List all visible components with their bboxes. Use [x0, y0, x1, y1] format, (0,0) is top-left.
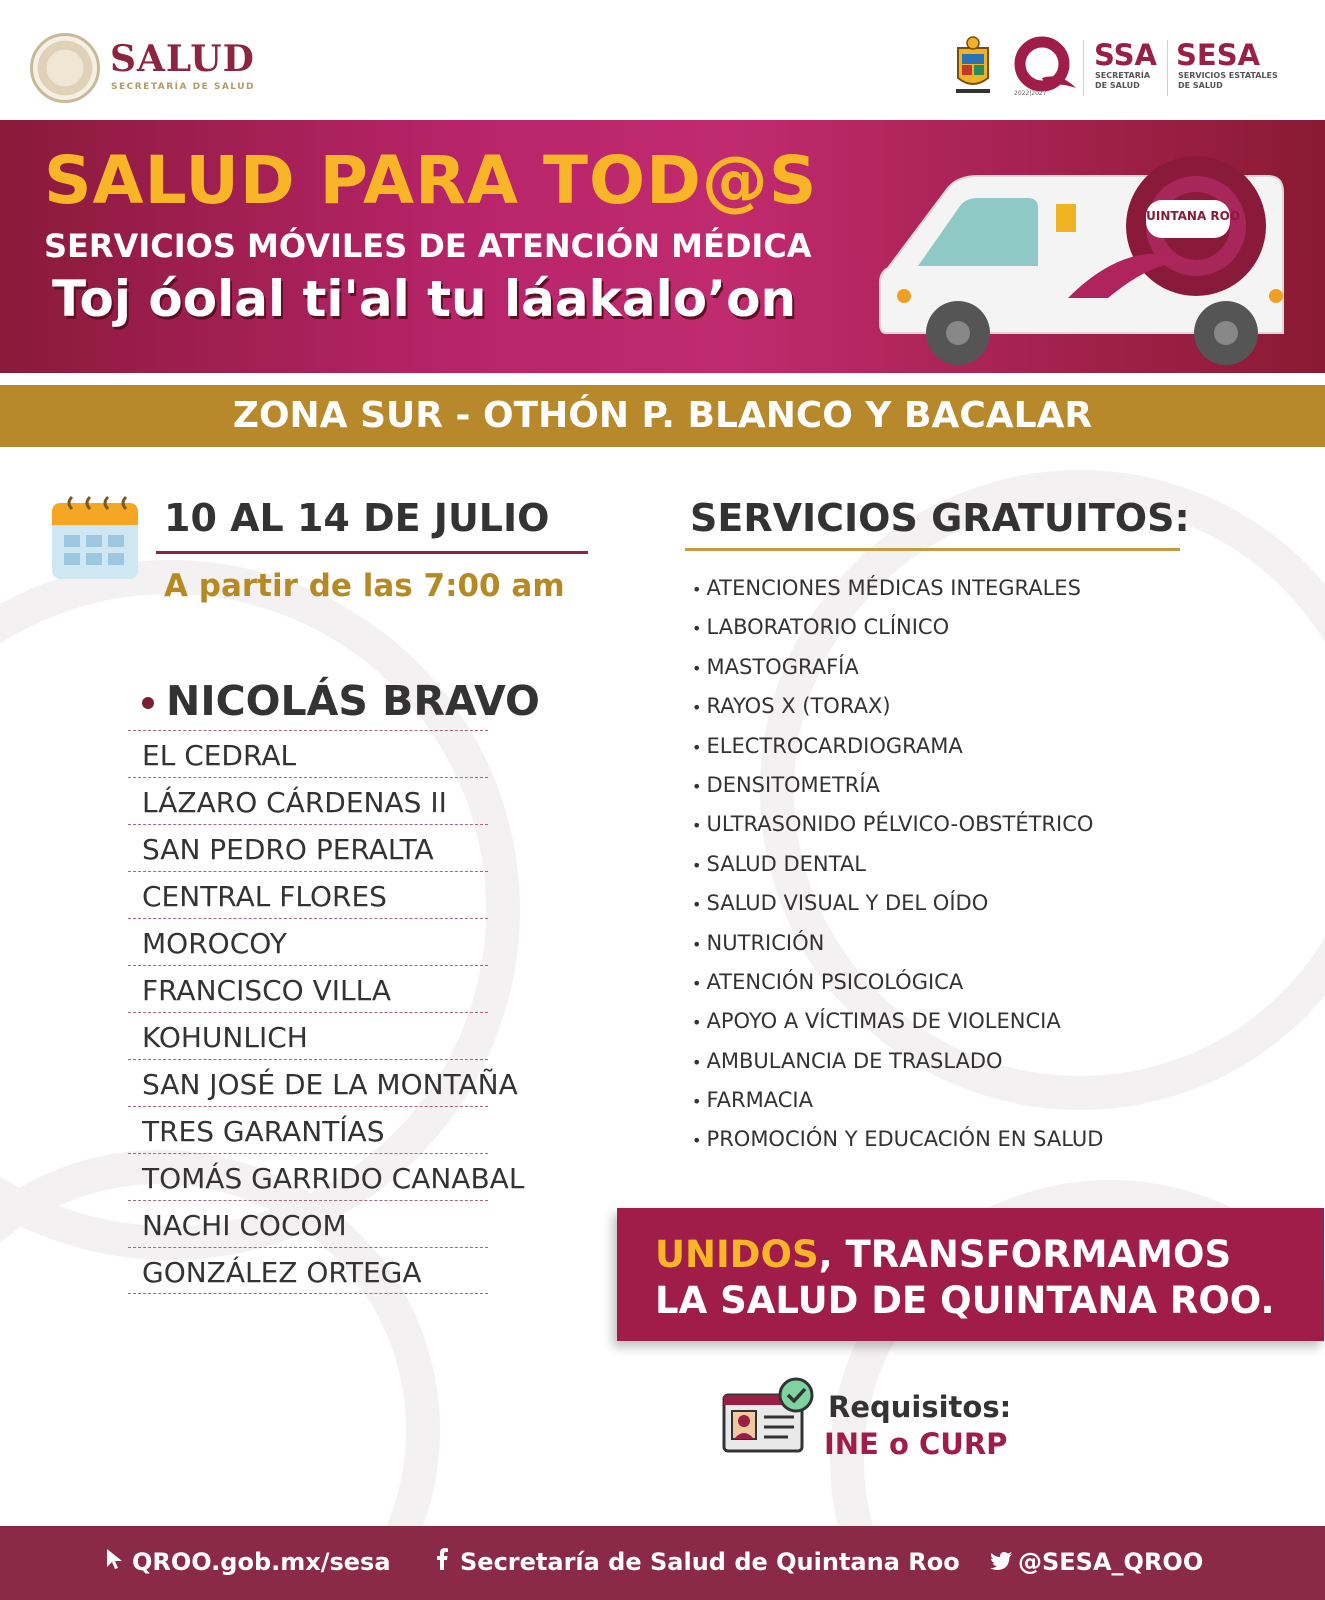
requirements-value: INE o CURP	[824, 1427, 1008, 1461]
medical-van-icon	[878, 148, 1293, 368]
requirements-label: Requisitos:	[828, 1390, 1012, 1424]
list-item: • ULTRASONIDO PÉLVICO-OBSTÉTRICO	[692, 812, 1103, 851]
list-item: MOROCOY	[128, 918, 488, 965]
header	[0, 0, 1325, 120]
list-item: TRES GARANTÍAS	[128, 1106, 488, 1153]
list-item: • AMBULANCIA DE TRASLADO	[692, 1049, 1103, 1088]
list-item: • SALUD DENTAL	[692, 852, 1103, 891]
banner-title: SALUD PARA TOD@S	[44, 142, 818, 219]
salud-logo-subtitle: SECRETARÍA DE SALUD	[111, 82, 255, 92]
sesa-subtitle-line: DE SALUD	[1178, 81, 1223, 90]
list-item: EL CEDRAL	[128, 730, 488, 777]
slogan-line2: LA SALUD DE QUINTANA ROO.	[655, 1279, 1275, 1322]
sesa-logo-subtitle	[1178, 71, 1278, 91]
list-item: • ATENCIONES MÉDICAS INTEGRALES	[692, 576, 1103, 615]
footer-twitter-link[interactable]	[990, 1548, 1203, 1576]
list-item: SAN PEDRO PERALTA	[128, 824, 488, 871]
list-item: • FARMACIA	[692, 1088, 1103, 1127]
location-list	[128, 730, 525, 1294]
facebook-icon	[432, 1548, 452, 1576]
salud-logo-text: SALUD	[110, 38, 255, 80]
services-list	[692, 576, 1103, 1167]
services-title: SERVICIOS GRATUITOS:	[690, 496, 1190, 540]
main-location-label: NICOLÁS BRAVO	[166, 677, 540, 725]
cursor-icon	[104, 1548, 124, 1576]
list-item: KOHUNLICH	[128, 1012, 488, 1059]
event-date: 10 AL 14 DE JULIO	[164, 496, 550, 540]
slogan-line	[655, 1232, 1324, 1278]
slogan-accent: UNIDOS	[655, 1233, 819, 1276]
ssa-subtitle-line: DE SALUD	[1095, 81, 1140, 90]
mexico-seal-icon	[30, 33, 100, 103]
footer	[0, 1526, 1325, 1600]
list-item: • MASTOGRAFÍA	[692, 655, 1103, 694]
van-logo-text: QUINTANA ROO	[1135, 209, 1241, 223]
date-underline	[156, 551, 588, 554]
zone-bar: ZONA SUR - OTHÓN P. BLANCO Y BACALAR	[0, 385, 1325, 447]
services-underline	[685, 548, 1180, 551]
list-item: • DENSITOMETRÍA	[692, 773, 1103, 812]
list-item: • SALUD VISUAL Y DEL OÍDO	[692, 891, 1103, 930]
footer-facebook-link[interactable]	[432, 1548, 960, 1576]
sesa-logo-text: SESA	[1176, 38, 1261, 72]
list-item: CENTRAL FLORES	[128, 871, 488, 918]
list-item: • ELECTROCARDIOGRAMA	[692, 734, 1103, 773]
footer-facebook-text: Secretaría de Salud de Quintana Roo	[460, 1548, 960, 1576]
sesa-subtitle-line: SERVICIOS ESTATALES	[1178, 71, 1278, 80]
event-time: A partir de las 7:00 am	[164, 568, 565, 604]
list-item: • APOYO A VÍCTIMAS DE VIOLENCIA	[692, 1009, 1103, 1048]
list-item: • LABORATORIO CLÍNICO	[692, 615, 1103, 654]
footer-twitter-text: @SESA_QROO	[1018, 1548, 1204, 1576]
hero-banner	[0, 120, 1325, 373]
ssa-logo-text: SSA	[1094, 38, 1157, 72]
q-logo-caption: 2022|2027	[1014, 90, 1047, 97]
list-item: • RAYOS X (TORAX)	[692, 694, 1103, 733]
quintana-roo-crest-icon	[952, 34, 994, 96]
list-item: GONZÁLEZ ORTEGA	[128, 1247, 488, 1294]
list-item: • ATENCIÓN PSICOLÓGICA	[692, 970, 1103, 1009]
slogan-box	[617, 1208, 1324, 1341]
list-item: SAN JOSÉ DE LA MONTAÑA	[128, 1059, 488, 1106]
banner-maya-slogan: Toj óolal ti'al tu láakalo’on	[52, 270, 797, 328]
ssa-subtitle-line: SECRETARÍA	[1095, 71, 1151, 80]
list-item: FRANCISCO VILLA	[128, 965, 488, 1012]
calendar-icon	[50, 493, 140, 581]
footer-website-link[interactable]	[104, 1548, 391, 1576]
main-location	[140, 677, 540, 725]
list-item: LÁZARO CÁRDENAS II	[128, 777, 488, 824]
banner-subtitle: SERVICIOS MÓVILES DE ATENCIÓN MÉDICA	[44, 227, 812, 265]
quintana-roo-q-logo-icon	[1012, 34, 1078, 98]
twitter-icon	[990, 1548, 1010, 1576]
list-item: TOMÁS GARRIDO CANABAL	[128, 1153, 488, 1200]
footer-website-text: QROO.gob.mx/sesa	[132, 1548, 391, 1576]
id-card-icon	[720, 1377, 816, 1457]
slogan-line1-rest: , TRANSFORMAMOS	[818, 1233, 1232, 1276]
list-item: NACHI COCOM	[128, 1200, 488, 1247]
divider	[1167, 40, 1168, 96]
divider	[1083, 40, 1084, 96]
list-item: • NUTRICIÓN	[692, 931, 1103, 970]
list-item: • PROMOCIÓN Y EDUCACIÓN EN SALUD	[692, 1127, 1103, 1166]
